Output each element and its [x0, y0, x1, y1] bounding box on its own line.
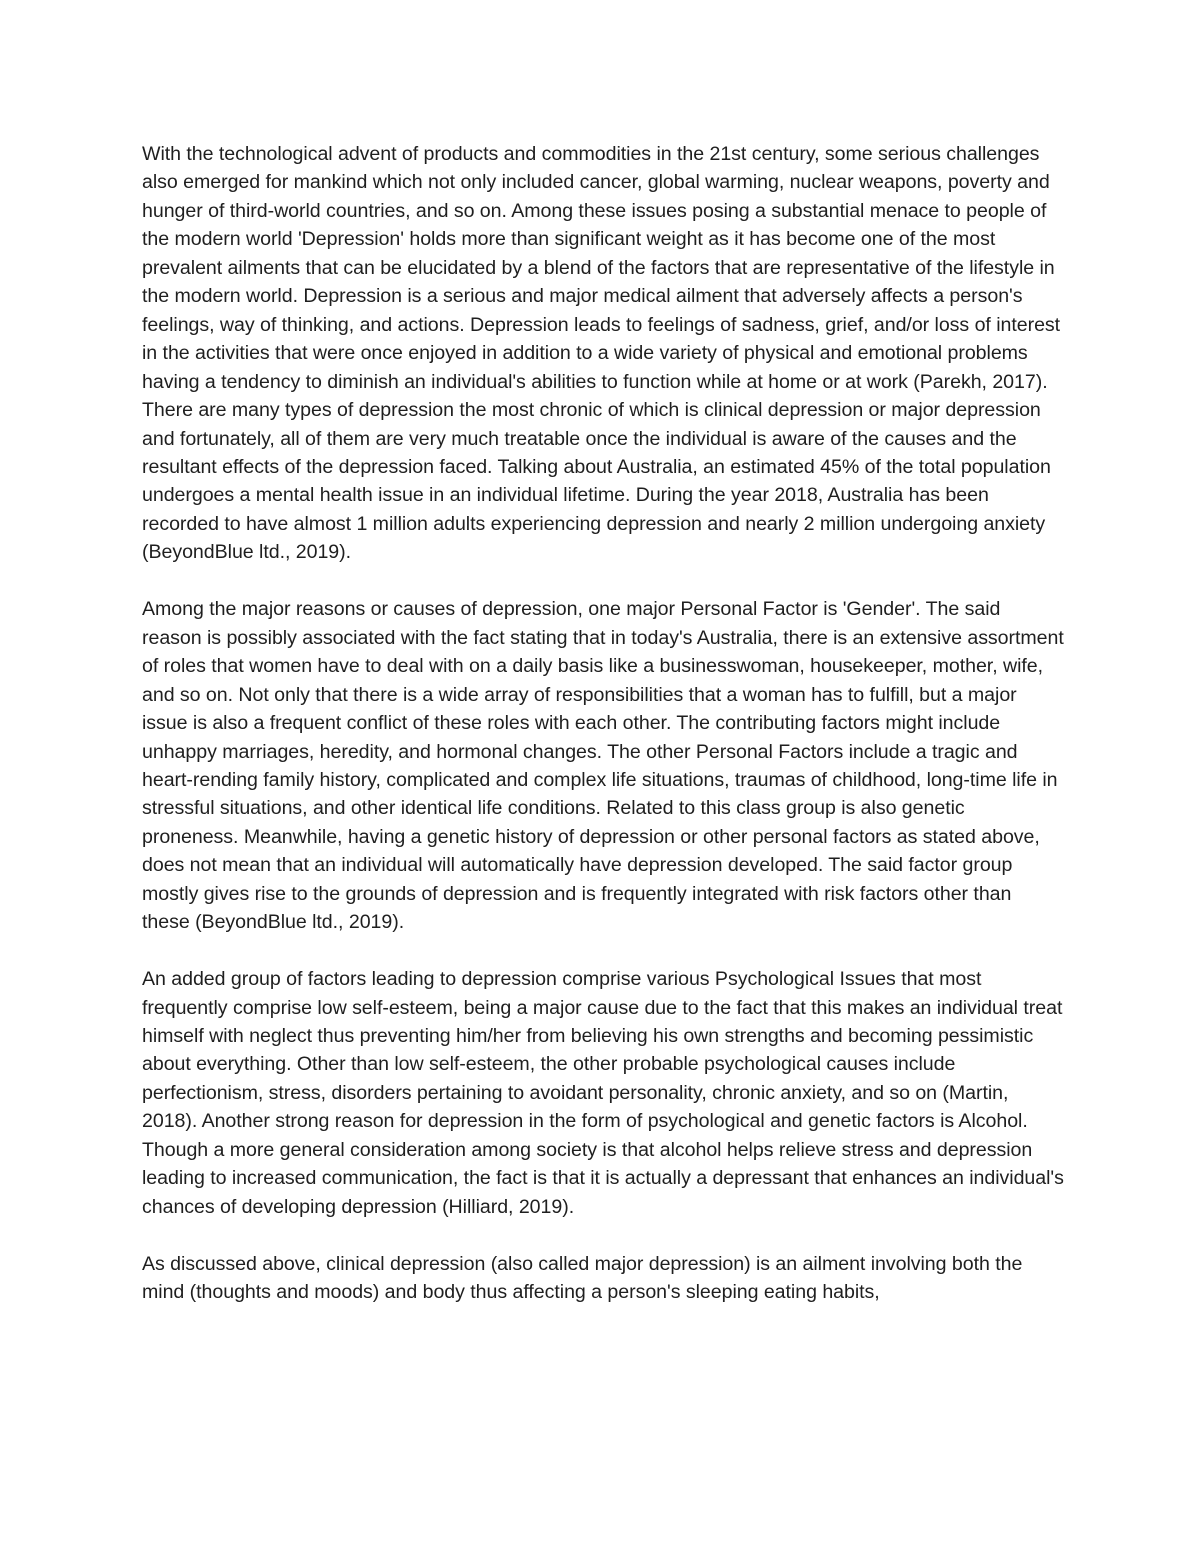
- paragraph-clinical-depression: As discussed above, clinical depression (also called major depression) is an ailment involving both the mind (thoughts and moods) and body thus affecting a person's sleeping eating habits,: [142, 1252, 1023, 1304]
- document-body: [142, 140, 1064, 1307]
- paragraph-personal-factors: Among the major reasons or causes of depression, one major Personal Factor is 'Gender'. The said reason is possibly associated with the fact stating that in today's Australia, there is an extensive assortment of roles that women have to deal with on a daily basis like a businesswoman, housekeeper, mother, wife, and so on. Not only that there is a wide array of responsibilities that a woman has to fulfill, but a major issue is also a frequent conflict of these roles with each other. The contributing factors might include unhappy marriages, heredity, and hormonal changes. The other Personal Factors include a tragic and heart-rending family history, complicated and complex life situations, traumas of childhood, long-time life in stressful situations, and other identical life conditions. Related to this class group is also genetic proneness. Meanwhile, having a genetic history of depression or other personal factors as stated above, does not mean that an individual will automatically have depression developed. The said factor group mostly gives rise to the grounds of depression and is frequently integrated with risk factors other than these (BeyondBlue ltd., 2019).: [142, 598, 1064, 934]
- paragraph-introduction: With the technological advent of products and commodities in the 21st century, some serious challenges also emerged for mankind which not only included cancer, global warming, nuclear weapons, poverty and hunger of third-world countries, and so on. Among these issues posing a substantial menace to people of the modern world 'Depression' holds more than significant weight as it has become one of the most prevalent ailments that can be elucidated by a blend of the factors that are representative of the lifestyle in the modern world. Depression is a serious and major medical ailment that adversely affects a person's feelings, way of thinking, and actions. Depression leads to feelings of sadness, grief, and/or loss of interest in the activities that were once enjoyed in addition to a wide variety of physical and emotional problems having a tendency to diminish an individual's abilities to function while at home or at work (Parekh, 2017). There are many types of depression the most chronic of which is clinical depression or major depression and fortunately, all of them are very much treatable once the individual is aware of the causes and the resultant effects of the depression faced. Talking about Australia, an estimated 45% of the total population undergoes a mental health issue in an individual lifetime. During the year 2018, Australia has been recorded to have almost 1 million adults experiencing depression and nearly 2 million undergoing anxiety (BeyondBlue ltd., 2019).: [142, 143, 1061, 564]
- paragraph-psychological-issues: An added group of factors leading to depression comprise various Psychological Issues that most frequently comprise low self-esteem, being a major cause due to the fact that this makes an individual treat himself with neglect thus preventing him/her from believing his own strengths and becoming pessimistic about everything. Other than low self-esteem, the other probable psychological causes include perfectionism, stress, disorders pertaining to avoidant personality, chronic anxiety, and so on (Martin, 2018). Another strong reason for depression in the form of psychological and genetic factors is Alcohol. Though a more general consideration among society is that alcohol helps relieve stress and depression leading to increased communication, the fact is that it is actually a depressant that enhances an individual's chances of developing depression (Hilliard, 2019).: [142, 968, 1064, 1218]
